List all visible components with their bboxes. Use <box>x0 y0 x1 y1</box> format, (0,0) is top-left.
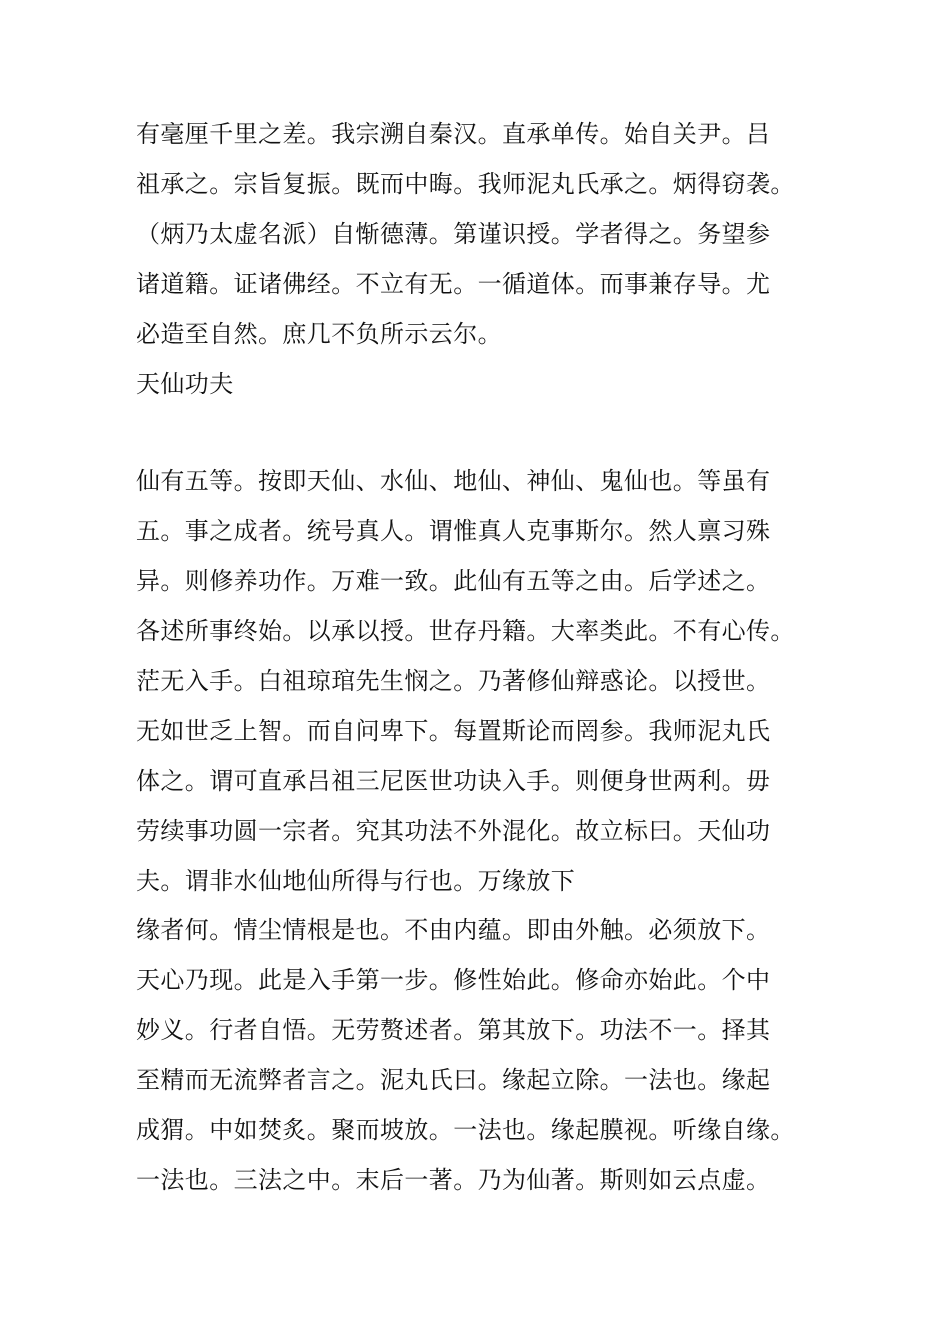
text-line: 缘者何。情尘情根是也。不由内蕴。即由外触。必须放下。 <box>136 916 771 944</box>
text-line: 仙有五等。按即天仙、水仙、地仙、神仙、鬼仙也。等虽有 <box>136 467 771 495</box>
text-line: 体之。谓可直承吕祖三尼医世功诀入手。则便身世两利。毋 <box>136 767 771 795</box>
text-line: 诸道籍。证诸佛经。不立有无。一循道体。而事兼存导。尤 <box>136 270 771 298</box>
text-line: 祖承之。宗旨复振。既而中晦。我师泥丸氏承之。炳得窃袭。 <box>136 170 795 198</box>
text-line: 无如世乏上智。而自问卑下。每置斯论而罔参。我师泥丸氏 <box>136 717 771 745</box>
text-line: 妙义。行者自悟。无劳赘述者。第其放下。功法不一。择其 <box>136 1016 771 1044</box>
text-line: 异。则修养功作。万难一致。此仙有五等之由。后学述之。 <box>136 567 771 595</box>
text-line: （炳乃太虚名派）自惭德薄。第谨识授。学者得之。务望参 <box>136 220 771 248</box>
text-line: 成猬。中如焚炙。聚而坡放。一法也。缘起膜视。听缘自缘。 <box>136 1116 795 1144</box>
text-line: 必造至自然。庶几不负所示云尔。 <box>136 320 502 348</box>
text-line: 各述所事终始。以承以授。世存丹籍。大率类此。不有心传。 <box>136 617 795 645</box>
text-line: 有毫厘千里之差。我宗溯自秦汉。直承单传。始自关尹。吕 <box>136 120 771 148</box>
text-line: 五。事之成者。统号真人。谓惟真人克事斯尔。然人禀习殊 <box>136 517 771 545</box>
text-line: 至精而无流弊者言之。泥丸氏曰。缘起立除。一法也。缘起 <box>136 1066 771 1094</box>
section-heading: 天仙功夫 <box>136 370 234 398</box>
text-line: 茫无入手。白祖琼琯先生悯之。乃著修仙辩惑论。以授世。 <box>136 667 771 695</box>
text-line: 一法也。三法之中。末后一著。乃为仙著。斯则如云点虚。 <box>136 1166 771 1194</box>
text-line: 夫。谓非水仙地仙所得与行也。万缘放下 <box>136 867 576 895</box>
text-line: 劳续事功圆一宗者。究其功法不外混化。故立标曰。天仙功 <box>136 817 771 845</box>
text-line: 天心乃现。此是入手第一步。修性始此。修命亦始此。个中 <box>136 966 771 994</box>
